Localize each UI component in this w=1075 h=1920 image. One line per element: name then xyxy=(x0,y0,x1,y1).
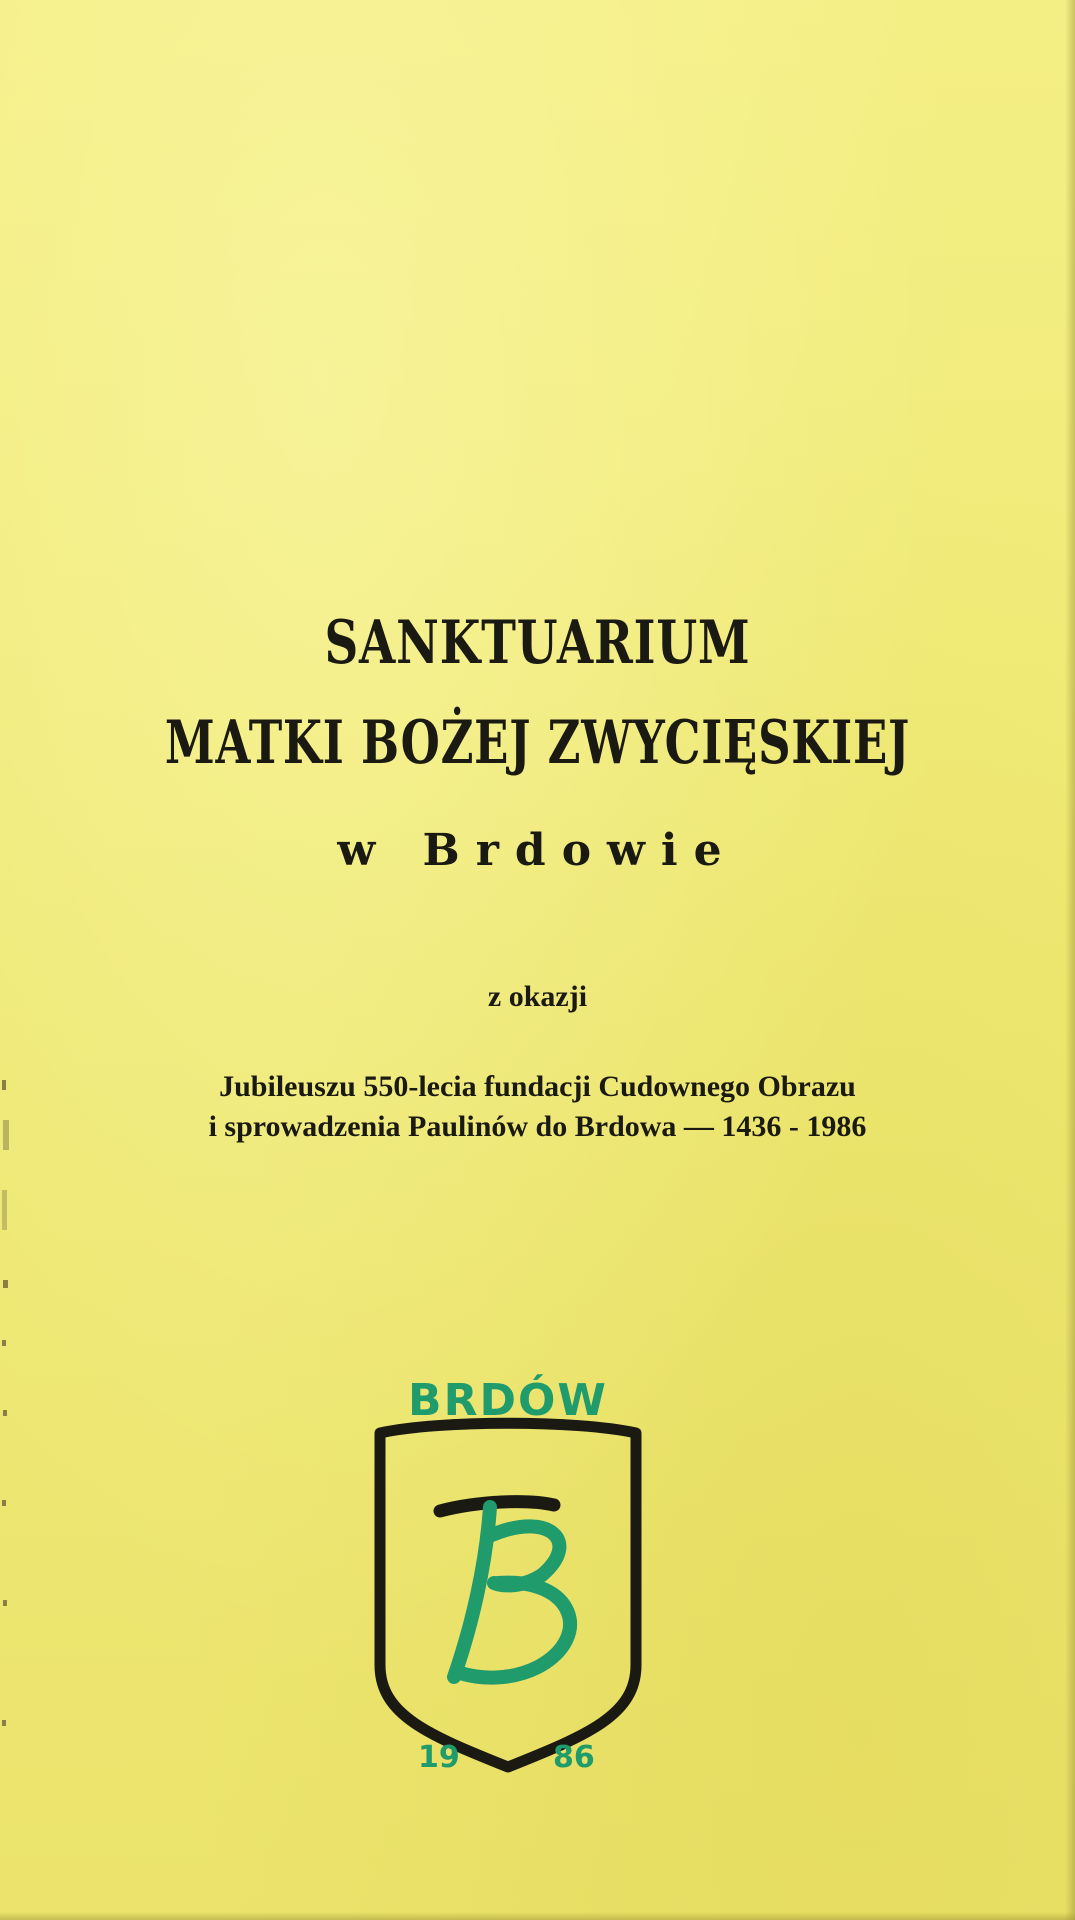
emblem-name: BRDÓW xyxy=(408,1375,608,1426)
title-dedication: MATKI BOŻEJ ZWYCIĘSKIEJ xyxy=(164,708,911,778)
title-sanctuary: SANKTUARIUM xyxy=(324,608,751,678)
jubilee-line-1: Jubileuszu 550-lecia fundacji Cudownego Obrazu xyxy=(219,1070,856,1103)
b-monogram-icon xyxy=(440,1502,570,1678)
margin-marks xyxy=(0,1080,18,1780)
occasion-text: z okazji xyxy=(487,980,588,1013)
brdow-emblem xyxy=(368,1375,648,1795)
emblem-year-right: 86 xyxy=(553,1740,595,1775)
title-location: w Brdowie xyxy=(337,825,738,876)
jubilee-line-2: i sprowadzenia Paulinów do Brdowa — 1436 - 1986 xyxy=(208,1110,867,1143)
paper-edge-shadow-bottom xyxy=(0,1912,1075,1920)
shield-icon xyxy=(368,1415,648,1795)
emblem-year-left: 19 xyxy=(418,1740,460,1775)
paper-edge-shadow xyxy=(1065,0,1075,1920)
